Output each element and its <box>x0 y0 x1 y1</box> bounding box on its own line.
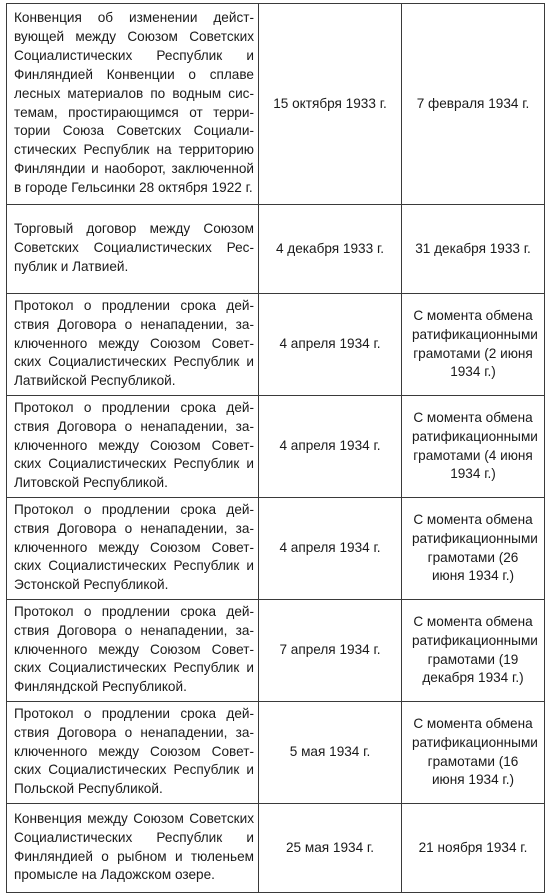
table-row <box>7 396 545 498</box>
table-row <box>7 294 545 396</box>
treaty-title-cell: Протокол о продлении срока действия Договора о ненападении, заключенного между Союзом Советских Социалистических Республик и Эстонской Республикой. <box>7 498 259 600</box>
signing-date-cell: 4 апреля 1934 г. <box>259 396 402 498</box>
treaty-title-cell: Протокол о продлении срока действия Договора о ненападении, заключенного между Союзом Советских Социалистических Республик и Польской Республикой. <box>7 702 259 804</box>
signing-date-cell: 5 мая 1934 г. <box>259 702 402 804</box>
signing-date-cell: 7 апреля 1934 г. <box>259 600 402 702</box>
signing-date-cell: 4 апреля 1934 г. <box>259 498 402 600</box>
entry-into-force-cell: 21 ноября 1934 г. <box>402 804 545 893</box>
entry-into-force-cell: С момента обмена ратификационными грамотами (19 декабря 1934 г.) <box>402 600 545 702</box>
signing-date-cell: 25 мая 1934 г. <box>259 804 402 893</box>
table-row <box>7 600 545 702</box>
treaty-title-cell: Протокол о продлении срока действия Договора о ненападении, заключенного между Союзом Советских Социалистических Республик и Финляндской Республикой. <box>7 600 259 702</box>
signing-date-cell: 4 апреля 1934 г. <box>259 294 402 396</box>
entry-into-force-cell: С момента обмена ратификационными грамотами (26 июня 1934 г.) <box>402 498 545 600</box>
treaty-title-cell: Протокол о продлении срока действия Договора о ненападении, заключенного между Союзом Советских Социалистических Республик и Литовской Республикой. <box>7 396 259 498</box>
table-row <box>7 498 545 600</box>
treaties-table <box>6 3 545 893</box>
entry-into-force-cell: С момента обмена ратификационными грамотами (2 июня 1934 г.) <box>402 294 545 396</box>
table-row <box>7 804 545 893</box>
table-row <box>7 205 545 294</box>
entry-into-force-cell: С момента обмена ратификационными грамотами (16 июня 1934 г.) <box>402 702 545 804</box>
treaty-title-cell: Торговый договор между Союзом Советских Социалистических Республик и Латвией. <box>7 205 259 294</box>
treaty-title-cell: Конвенция об изменении действующей между Союзом Советских Социалистических Республик и Финляндией Конвенции о сплаве лесных материалов по водным системам, простирающимся от территории Союза Советских Социалистических Республик на территорию Финляндии и наоборот, заключенной в городе Гельсинки 28 октября 1922 г. <box>7 4 259 205</box>
signing-date-cell: 15 октября 1933 г. <box>259 4 402 205</box>
entry-into-force-cell: С момента обмена ратификационными грамотами (4 июня 1934 г.) <box>402 396 545 498</box>
treaty-title-cell: Конвенция между Союзом Советских Социалистических Республик и Финляндией о рыбном и тюленьем промысле на Ладожском озере. <box>7 804 259 893</box>
signing-date-cell: 4 декабря 1933 г. <box>259 205 402 294</box>
entry-into-force-cell: 31 декабря 1933 г. <box>402 205 545 294</box>
table-row <box>7 4 545 205</box>
treaty-title-cell: Протокол о продлении срока действия Договора о ненападении, заключенного между Союзом Советских Социалистических Республик и Латвийской Республикой. <box>7 294 259 396</box>
table-row <box>7 702 545 804</box>
entry-into-force-cell: 7 февраля 1934 г. <box>402 4 545 205</box>
